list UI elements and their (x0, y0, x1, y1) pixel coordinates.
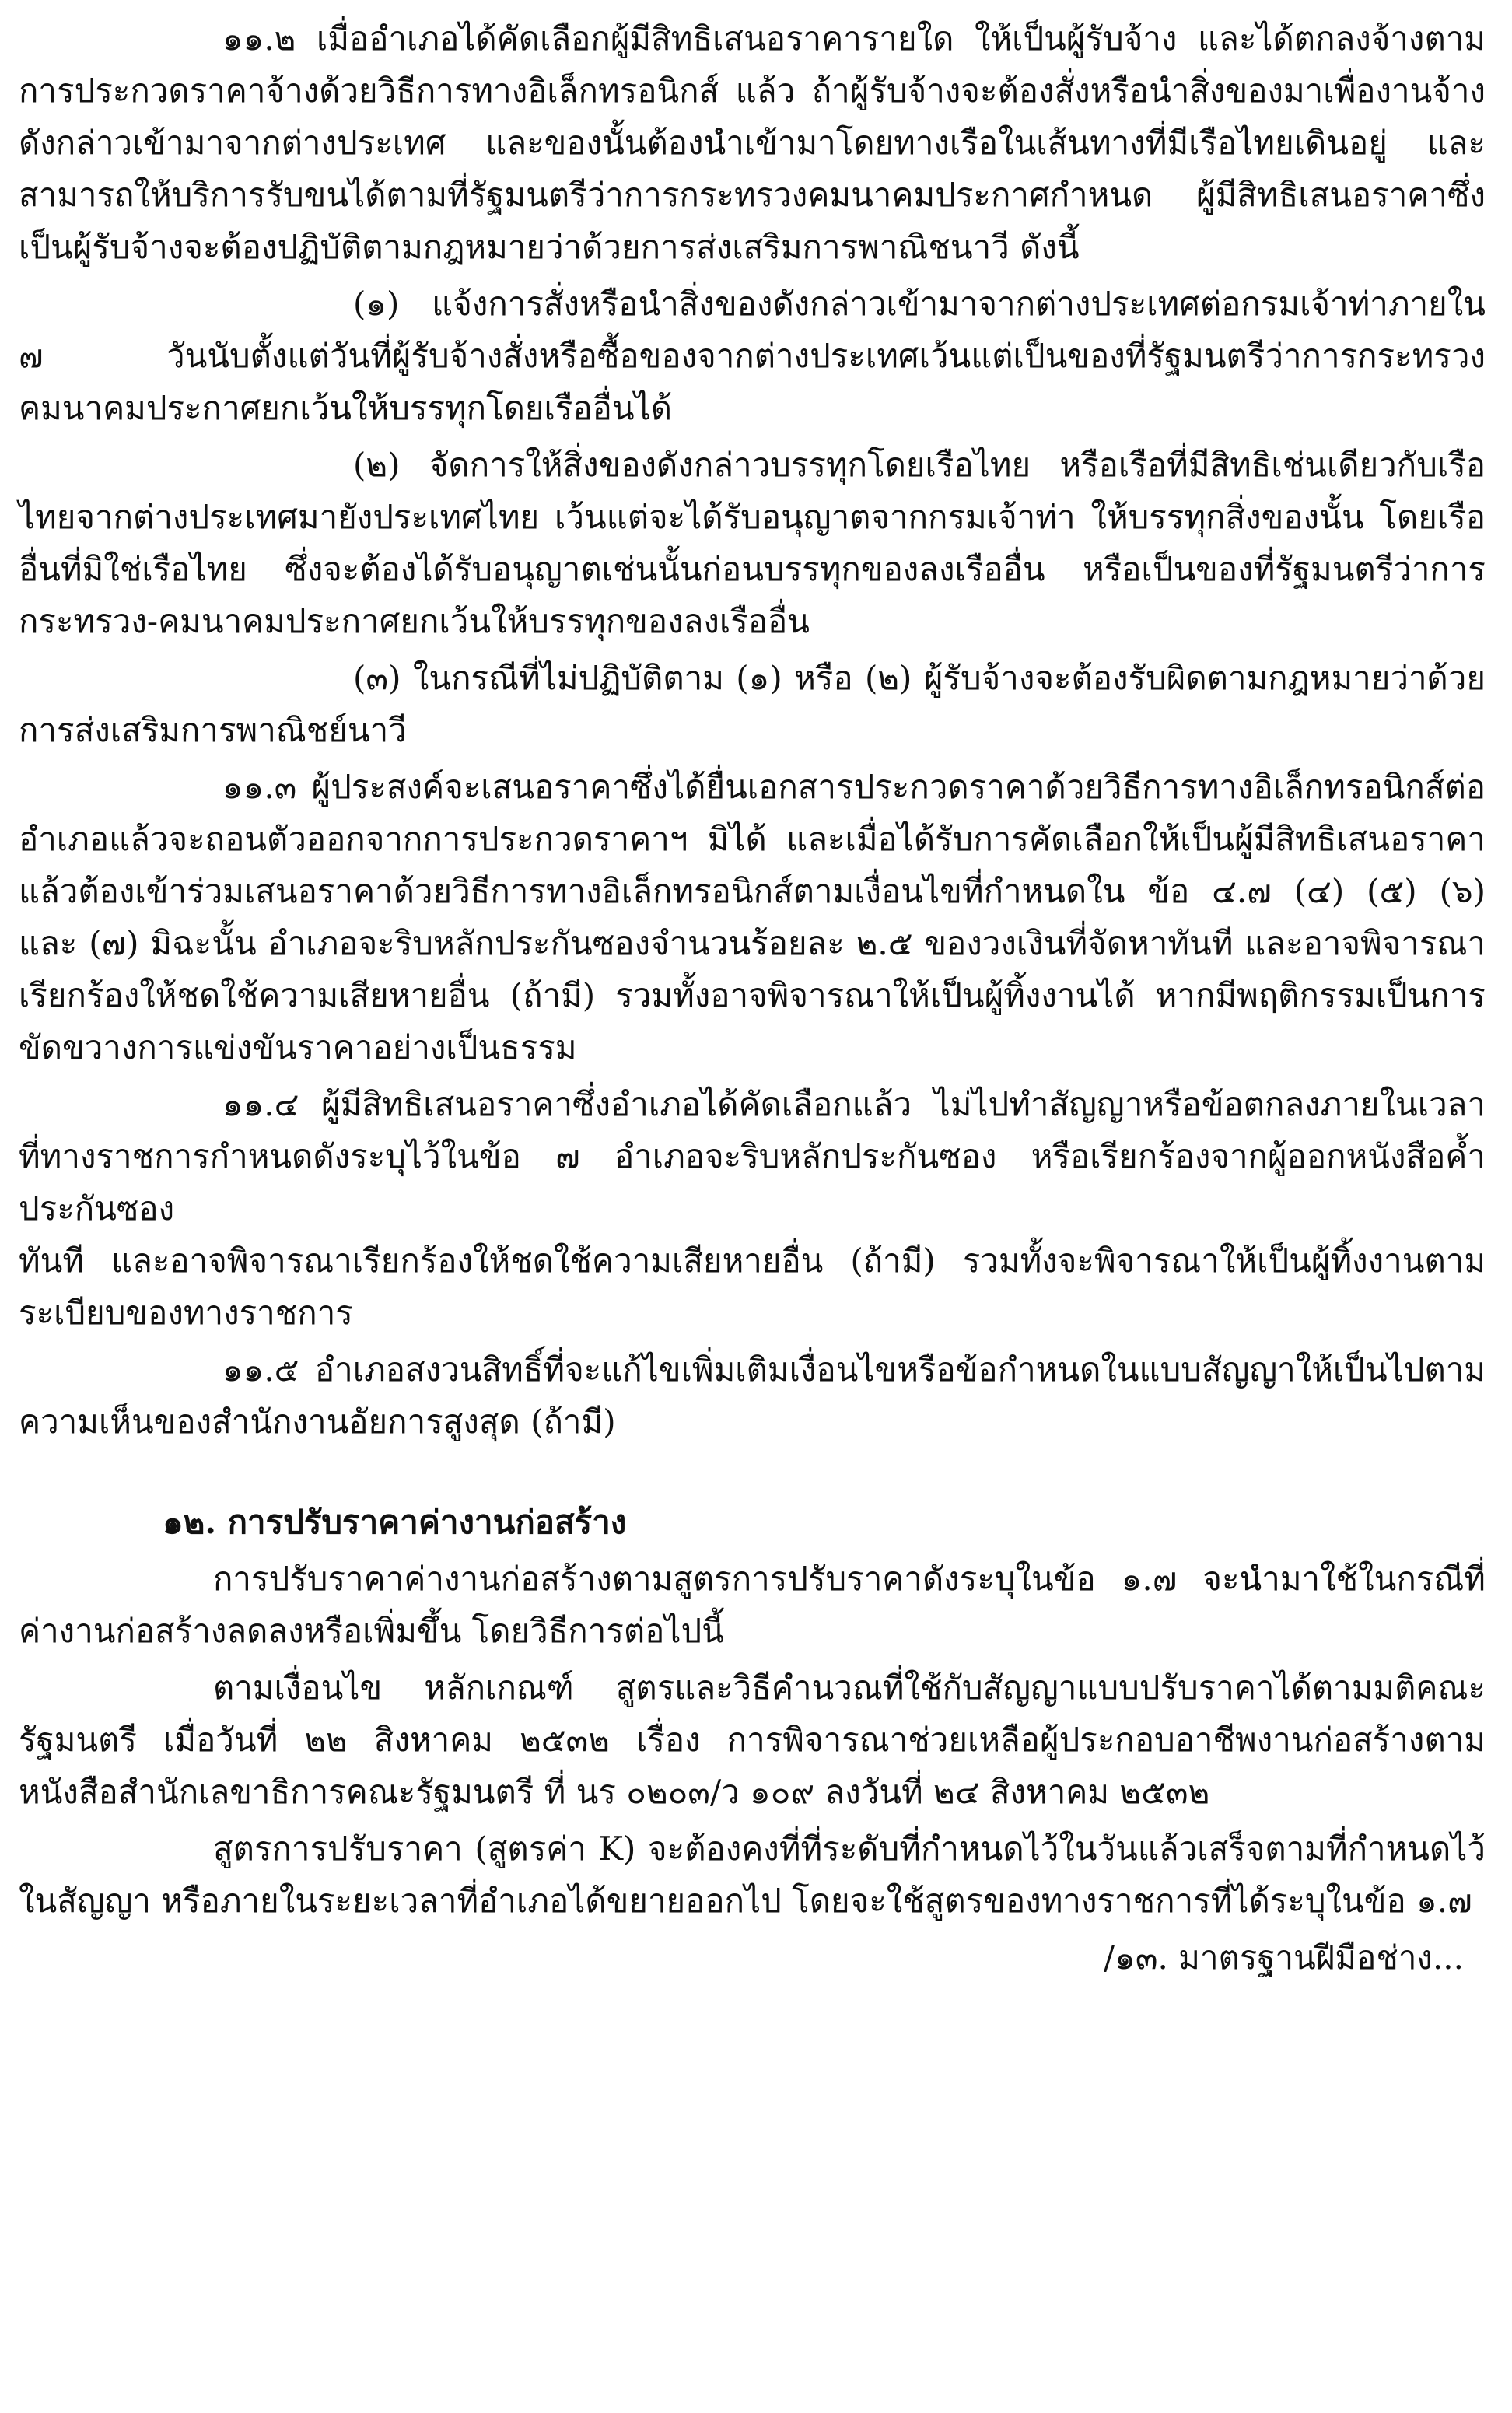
clause-11-4: ๑๑.๔ ผู้มีสิทธิเสนอราคาซึ่งอำเภอได้คัดเลือกแล้ว ไม่ไปทำสัญญาหรือข้อตกลงภายในเวลาที่ทางราชการกำหนดดังระบุไว้ในข้อ ๗ อำเภอจะริบหลักประกันซอง หรือเรียกร้องจากผู้ออกหนังสือค้ำประกันซอง (19, 1085, 1486, 1228)
section-12-para-2: ตามเงื่อนไข หลักเกณฑ์ สูตรและวิธีคำนวณที่ใช้กับสัญญาแบบปรับราคาได้ตามมติคณะรัฐมนตรี เมื่อวันที่ ๒๒ สิงหาคม ๒๕๓๒ เรื่อง การพิจารณาช่วยเหลือผู้ประกอบอาชีพงานก่อสร้างตามหนังสือสำนักเลขาธิการคณะรัฐมนตรี ที่ นร ๐๒๐๓/ว ๑๐๙ ลงวันที่ ๒๔ สิงหาคม ๒๕๓๒ (19, 1669, 1486, 1811)
clause-11-2-item-2: (๒) จัดการให้สิ่งของดังกล่าวบรรทุกโดยเรือไทย หรือเรือที่มีสิทธิเช่นเดียวกับเรือไทยจากต่างประเทศมายังประเทศไทย เว้นแต่จะได้รับอนุญาตจากกรมเจ้าท่า ให้บรรทุกสิ่งของนั้น โดยเรืออื่นที่มิใช่เรือไทย ซึ่งจะต้องได้รับอนุญาตเช่นนั้นก่อนบรรทุกของลงเรืออื่น หรือเป็นของที่รัฐมนตรีว่าการกระทรวง-คมนาคมประกาศยกเว้นให้บรรทุกของลงเรืออื่น (19, 446, 1486, 640)
section-12-para-3: สูตรการปรับราคา (สูตรค่า K) จะต้องคงที่ที่ระดับที่กำหนดไว้ในวันแล้วเสร็จตามที่กำหนดไว้ในสัญญา หรือภายในระยะเวลาที่อำเภอได้ขยายออกไป โดยจะใช้สูตรของทางราชการที่ได้ระบุในข้อ ๑.๗ (19, 1830, 1486, 1920)
clause-11-2-item-3: (๓) ในกรณีที่ไม่ปฏิบัติตาม (๑) หรือ (๒) ผู้รับจ้างจะต้องรับผิดตามกฎหมายว่าด้วยการส่งเสริมการพาณิชย์นาวี (19, 659, 1486, 749)
clause-11-5: ๑๑.๕ อำเภอสงวนสิทธิ์ที่จะแก้ไขเพิ่มเติมเงื่อนไขหรือข้อกำหนดในแบบสัญญาให้เป็นไปตามความเห็นของสำนักงานอัยการสูงสุด (ถ้ามี) (19, 1350, 1486, 1441)
section-12-para-1: การปรับราคาค่างานก่อสร้างตามสูตรการปรับราคาดังระบุในข้อ ๑.๗ จะนำมาใช้ในกรณีที่ค่างานก่อสร้างลดลงหรือเพิ่มขึ้น โดยวิธีการต่อไปนี้ (19, 1560, 1486, 1650)
section-12-heading: ๑๒. การปรับราคาค่างานก่อสร้าง (163, 1503, 627, 1541)
continuation-reference: /๑๓. มาตรฐานฝีมือช่าง... (1104, 1938, 1464, 1977)
clause-11-2-item-1: (๑) แจ้งการสั่งหรือนำสิ่งของดังกล่าวเข้ามาจากต่างประเทศต่อกรมเจ้าท่าภายใน ๗ วันนับตั้งแต่วันที่ผู้รับจ้างสั่งหรือซื้อของจากต่างประเทศเว้นแต่เป็นของที่รัฐมนตรีว่าการกระทรวงคมนาคมประกาศยกเว้นให้บรรทุกโดยเรืออื่นได้ (19, 285, 1486, 427)
clause-11-2: ๑๑.๒ เมื่ออำเภอได้คัดเลือกผู้มีสิทธิเสนอราคารายใด ให้เป็นผู้รับจ้าง และได้ตกลงจ้างตามการประกวดราคาจ้างด้วยวิธีการทางอิเล็กทรอนิกส์ แล้ว ถ้าผู้รับจ้างจะต้องสั่งหรือนำสิ่งของมาเพื่องานจ้างดังกล่าวเข้ามาจากต่างประเทศ และของนั้นต้องนำเข้ามาโดยทางเรือในเส้นทางที่มีเรือไทยเดินอยู่ และสามารถให้บริการรับขนได้ตามที่รัฐมนตรีว่าการกระทรวงคมนาคมประกาศกำหนด ผู้มีสิทธิเสนอราคาซึ่งเป็นผู้รับจ้างจะต้องปฏิบัติตามกฎหมายว่าด้วยการส่งเสริมการพาณิชนาวี ดังนี้ (19, 19, 1486, 266)
clause-11-3: ๑๑.๓ ผู้ประสงค์จะเสนอราคาซึ่งได้ยื่นเอกสารประกวดราคาด้วยวิธีการทางอิเล็กทรอนิกส์ต่ออำเภอแล้วจะถอนตัวออกจากการประกวดราคาฯ มิได้ และเมื่อได้รับการคัดเลือกให้เป็นผู้มีสิทธิเสนอราคาแล้วต้องเข้าร่วมเสนอราคาด้วยวิธีการทางอิเล็กทรอนิกส์ตามเงื่อนไขที่กำหนดใน ข้อ ๔.๗ (๔) (๕) (๖) และ (๗) มิฉะนั้น อำเภอจะริบหลักประกันซองจำนวนร้อยละ ๒.๕ ของวงเงินที่จัดหาทันที และอาจพิจารณาเรียกร้องให้ชดใช้ความเสียหายอื่น (ถ้ามี) รวมทั้งอาจพิจารณาให้เป็นผู้ทิ้งงานได้ หากมีพฤติกรรมเป็นการขัดขวางการแข่งขันราคาอย่างเป็นธรรม (19, 768, 1486, 1066)
clause-11-4-continued: ทันที และอาจพิจารณาเรียกร้องให้ชดใช้ความเสียหายอื่น (ถ้ามี) รวมทั้งจะพิจารณาให้เป็นผู้ทิ้งงานตามระเบียบของทางราชการ (19, 1242, 1486, 1332)
